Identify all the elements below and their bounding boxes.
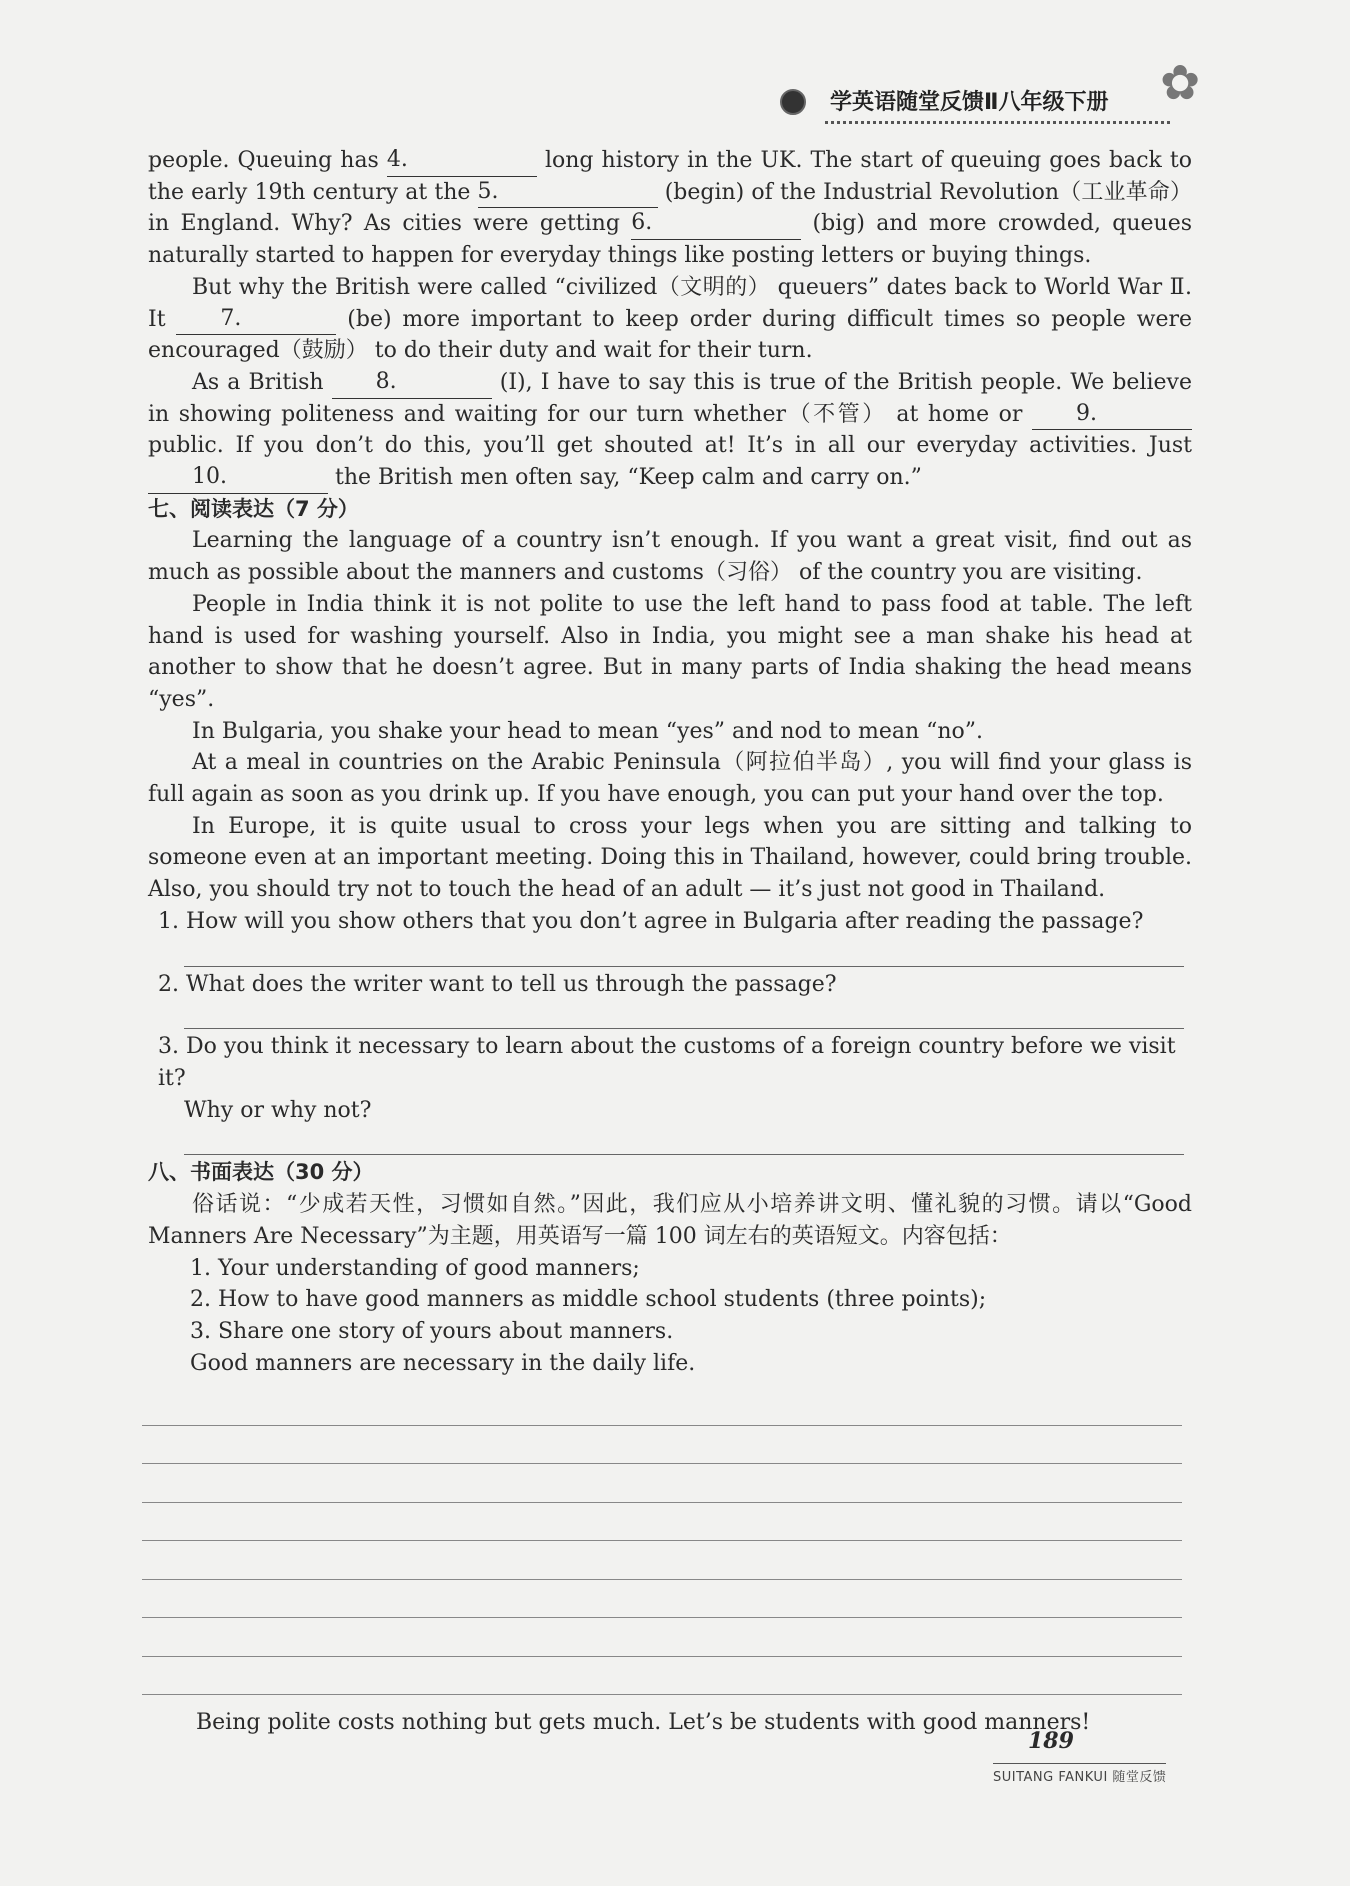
answer-line-1[interactable]	[184, 938, 1184, 967]
answer-blank-6[interactable]: 6.	[631, 213, 801, 240]
page-number: 189	[1028, 1728, 1074, 1754]
answer-blank-5[interactable]: 5.	[478, 181, 658, 208]
writing-prompt: 俗话说：“少成若天性，习惯如自然。”因此，我们应从小培养讲文明、懂礼貌的习惯。请以“Good Manners Are Necessary”为主题，用英语写一篇 100 词左右的英语短文。内容包括：	[148, 1192, 1192, 1249]
writing-line[interactable]	[142, 1387, 1182, 1426]
question-3-continued: Why or why not?	[184, 1097, 372, 1123]
answer-line-3[interactable]	[184, 1126, 1184, 1155]
section-8-title: 八、书面表达（30 分）	[148, 1160, 374, 1185]
reading-paragraph: At a meal in countries on the Arabic Peninsula（阿拉伯半岛）, you will find your glass is full again as soon as you drink up. If you have enough, you can put your hand over the top.	[148, 750, 1192, 808]
writing-line[interactable]	[142, 1464, 1182, 1503]
reading-paragraph: Learning the language of a country isn’t enough. If you want a great visit, find out as much as possible about the manners and customs（习俗） of the country you are visiting.	[148, 528, 1192, 586]
opening-sentence: Good manners are necessary in the daily life.	[190, 1350, 696, 1376]
writing-line[interactable]	[142, 1503, 1182, 1542]
requirement-item: 3. Share one story of yours about manners.	[190, 1318, 674, 1344]
requirement-item: 2. How to have good manners as middle school students (three points);	[190, 1287, 987, 1313]
flower-ornament-icon: ✿	[1160, 55, 1201, 111]
passage-paragraph-1: people. Queuing has 4. long history in the UK. The start of queuing goes back to the early 19th century at the 5. (begin) of the Industrial Revolution（工业革命） in England. Why? As cities were getting 6. (big) and more crowded, queues naturally started to happen for everyday things like posting letters or buying things.	[148, 147, 1192, 269]
writing-line[interactable]	[142, 1426, 1182, 1465]
reading-paragraph: In Bulgaria, you shake your head to mean “yes” and nod to mean “no”.	[192, 718, 984, 744]
series-logo-icon	[780, 89, 806, 115]
writing-line[interactable]	[142, 1657, 1182, 1696]
reading-paragraph: In Europe, it is quite usual to cross your legs when you are sitting and talking to someone even at an important meeting. Doing this in Thailand, however, could bring trouble. Also, you should try not to touch the head of an adult — it’s just not good in Thailand.	[148, 813, 1192, 903]
question-2: 2. What does the writer want to tell us through the passage?	[158, 971, 837, 997]
answer-blank-9[interactable]: 9.	[1032, 403, 1192, 430]
writing-line[interactable]	[142, 1618, 1182, 1657]
writing-line[interactable]	[142, 1580, 1182, 1619]
answer-blank-7[interactable]: 7.	[176, 308, 336, 335]
closing-sentence: Being polite costs nothing but gets much. Let’s be students with good manners!	[196, 1710, 1091, 1736]
passage-paragraph-2: But why the British were called “civilized（文明的） queuers” dates back to World War Ⅱ. It 7. (be) more important to keep order during difficult times so people were encouraged（鼓励） to do their duty and wait for their turn.	[148, 274, 1193, 364]
writing-area[interactable]	[148, 1387, 1192, 1695]
answer-blank-4[interactable]: 4.	[387, 150, 537, 177]
header-divider	[825, 121, 1170, 124]
requirement-item: 1. Your understanding of good manners;	[190, 1255, 640, 1281]
writing-requirements	[148, 1253, 1192, 1380]
page-header	[780, 55, 1250, 125]
question-3: 3. Do you think it necessary to learn about the customs of a foreign country before we visit it?	[158, 1034, 1176, 1091]
section-7-title: 七、阅读表达（7 分）	[148, 496, 359, 521]
answer-blank-8[interactable]: 8.	[332, 372, 492, 399]
main-content	[148, 145, 1192, 1739]
question-1: 1. How will you show others that you don’t agree in Bulgaria after reading the passage?	[158, 908, 1144, 934]
answer-blank-10[interactable]: 10.	[148, 467, 328, 494]
footer-brand: SUITANG FANKUI 随堂反馈	[993, 1763, 1166, 1785]
writing-line[interactable]	[142, 1541, 1182, 1580]
passage-paragraph-3: As a British 8. (I), I have to say this is true of the British people. We believe in showing politeness and waiting for our turn whether（不管） at home or 9. public. If you don’t do this, you’ll get shouted at! It’s in all our everyday activities. Just 10. the British men often say, “Keep calm and carry on.”	[148, 367, 1192, 494]
answer-line-2[interactable]	[184, 1000, 1184, 1029]
book-title: 学英语随堂反馈Ⅱ八年级下册	[830, 90, 1109, 115]
reading-paragraph: People in India think it is not polite to use the left hand to pass food at table. The left hand is used for washing yourself. Also in India, you might see a man shake his head at another to show that he doesn’t agree. But in many parts of India shaking the head means “yes”.	[148, 591, 1192, 712]
